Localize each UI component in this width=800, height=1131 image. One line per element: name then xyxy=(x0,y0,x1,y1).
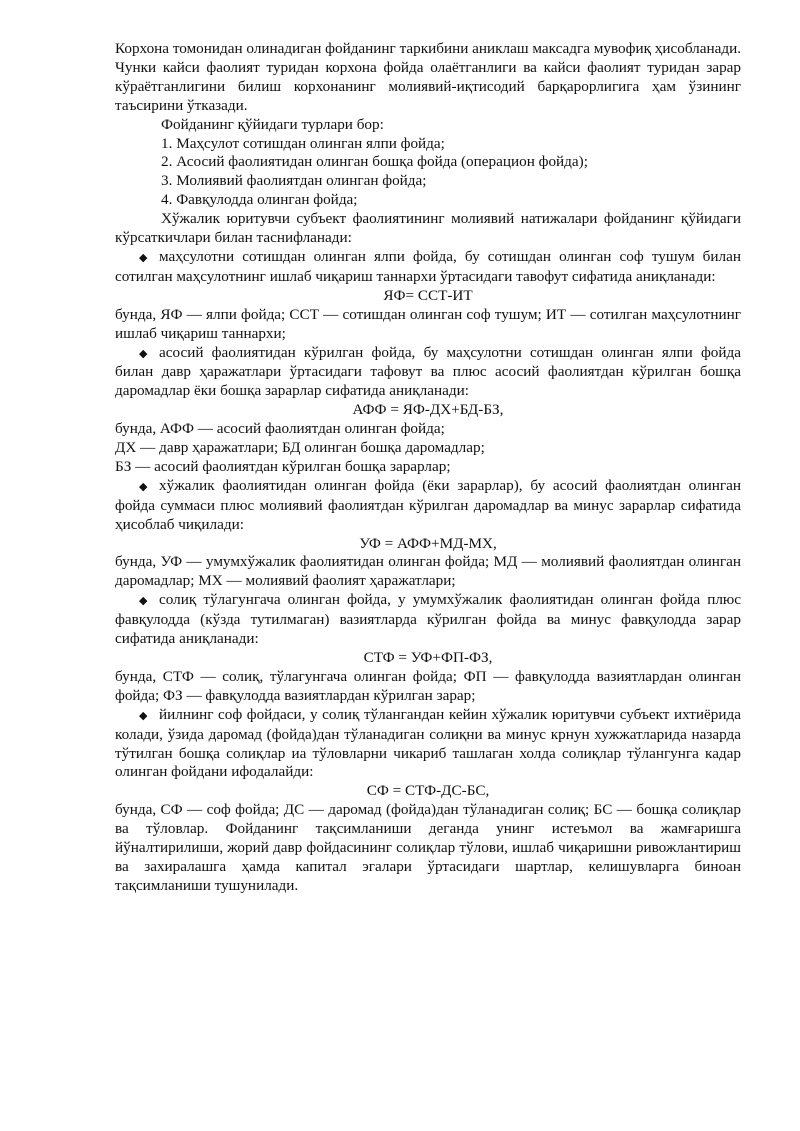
operating-profit-legend-3: БЗ — асосий фаолиятдан кўрилган бошқа зарарлар; xyxy=(115,457,451,475)
business-profit-text: хўжалик фаолиятидан олинган фойда (ёки зарарлар), бу асосий фаолиятдан олинган фойда суммаси плюс молиявий фаолиятдан кўрилган даромадлар ва минус зарарлар сифатида ҳисоблаб чиқилади: xyxy=(115,476,741,533)
gross-profit-legend: бунда, ЯФ — ялпи фойда; ССТ — сотишдан олинган соф тушум; ИТ — сотилган маҳсулотнинг ишлаб чиқариш таннархи; xyxy=(115,305,741,342)
diamond-bullet-icon: ◆ xyxy=(139,480,148,493)
classification-paragraph: Хўжалик юритувчи субъект фаолиятининг молиявий натижалари фойданинг қўйидаги кўрсаткичлари билан таснифланади: xyxy=(115,210,741,247)
intro-paragraph: Корхона томонидан олинадиган фойданинг таркибини аниклаш максадга мувофиқ ҳисобланади. Чунки кайси фаолият туридан корхона фойда олаётганлиги ва кайси фаолият туридан зарар кўраётганлигини билиш корхонанинг молиявий-иқтисодий барқарорлигига ҳам ўзининг таъсирини ўтказади. xyxy=(115,40,742,114)
document-page xyxy=(115,40,741,896)
operating-profit-legend-2: ДХ — давр ҳаражатлари; БД олинган бошқа даромадлар; xyxy=(115,439,485,457)
net-profit-formula: СФ = СТФ-ДС-БС, xyxy=(366,782,490,800)
diamond-bullet-icon: ◆ xyxy=(139,709,148,722)
net-profit-bullet xyxy=(115,706,741,783)
business-profit-bullet xyxy=(115,477,741,535)
operating-profit-text: асосий фаолиятидан кўрилган фойда, бу маҳсулотни сотишдан олинган ялпи фойда билан давр ҳаражатлари ўртасидаги тафовут ва плюс асосий фаолиятдан кўрилган бошқа даромадлар ёки бошқа зарарлар сифатида аниқланади: xyxy=(115,343,741,400)
types-item-4: 4. Фавқулодда олинган фойда; xyxy=(161,191,358,209)
business-profit-formula: УФ = АФФ+МД-МХ, xyxy=(359,534,497,552)
types-heading: Фойданинг қўйидаги турлари бор: xyxy=(161,115,384,133)
gross-profit-bullet xyxy=(115,248,741,287)
diamond-bullet-icon: ◆ xyxy=(139,595,148,608)
pretax-profit-formula: СТФ = УФ+ФП-ФЗ, xyxy=(363,649,493,666)
business-profit-legend: бунда, УФ — умумхўжалик фаолиятидан олинган фойда; МД — молиявий фаолиятдан олинган даромадлар; МХ — молиявий фаолият ҳаражатлари; xyxy=(115,553,741,590)
pretax-profit-text: солиқ тўлагунгача олинган фойда, у умумхўжалик фаолиятидан олинган фойда плюс фавқулодда (кўзда тутилмаган) вазиятларда кўрилган фойда ва минус фавқулодда зарар сифатида аниқланади: xyxy=(115,591,741,648)
pretax-profit-legend: бунда, СТФ — солиқ, тўлагунгача олинган фойда; ФП — фавқулодда вазиятлардан олинган фойда; ФЗ — фавқулодда вазиятлардан кўрилган зарар; xyxy=(115,667,741,704)
gross-profit-formula: ЯФ= ССТ-ИТ xyxy=(383,286,473,304)
diamond-bullet-icon: ◆ xyxy=(139,251,148,264)
net-profit-legend: бунда, СФ — соф фойда; ДС — даромад (фойда)дан тўланадиган солиқ; БС — бошқа солиқлар ва тўловлар. Фойданинг тақсимланиши деганда унинг истеъмол ва жамғаришга йўналтирилиши, жорий давр фойдасининг солиқлар тўлови, ишлаб чиқаришни ривожлантириш ва захиралашга ҳамда капитал эгалари ўртасидаги шартлар, келишувларга биноан тақсимланиши тушунилади. xyxy=(115,801,741,894)
gross-profit-text: маҳсулотни сотишдан олинган ялпи фойда, бу сотишдан олинган соф тушум билан сотилган маҳсулотнинг ишлаб чиқариш таннархи ўртасидаги тавофут сифатида аниқланади: xyxy=(115,247,741,285)
operating-profit-bullet xyxy=(115,344,741,402)
types-item-3: 3. Молиявий фаолиятдан олинган фойда; xyxy=(161,172,427,190)
diamond-bullet-icon: ◆ xyxy=(139,347,148,360)
types-item-2: 2. Асосий фаолиятидан олинган бошқа фойда (операцион фойда); xyxy=(161,153,588,171)
types-item-1: 1. Маҳсулот сотишдан олинган ялпи фойда; xyxy=(161,134,445,152)
operating-profit-formula: АФФ = ЯФ-ДХ+БД-БЗ, xyxy=(352,401,504,419)
net-profit-text: йилнинг соф фойдаси, у солиқ тўлангандан кейин хўжалик юритувчи субъект ихтиёрида колади, ўзида даромад (фойда)дан тўланадиган солиқни ва минус крнун хужжатларида назарда тўтилган бошқа солиқлар иа тўловларни чикариб ташлаган холда солиқлар тўлангунга кадар олинган фойдани ифодалайди: xyxy=(115,705,741,781)
pretax-profit-bullet xyxy=(115,591,741,649)
operating-profit-legend-1: бунда, АФФ — асосий фаолиятдан олинган фойда; xyxy=(115,420,445,438)
